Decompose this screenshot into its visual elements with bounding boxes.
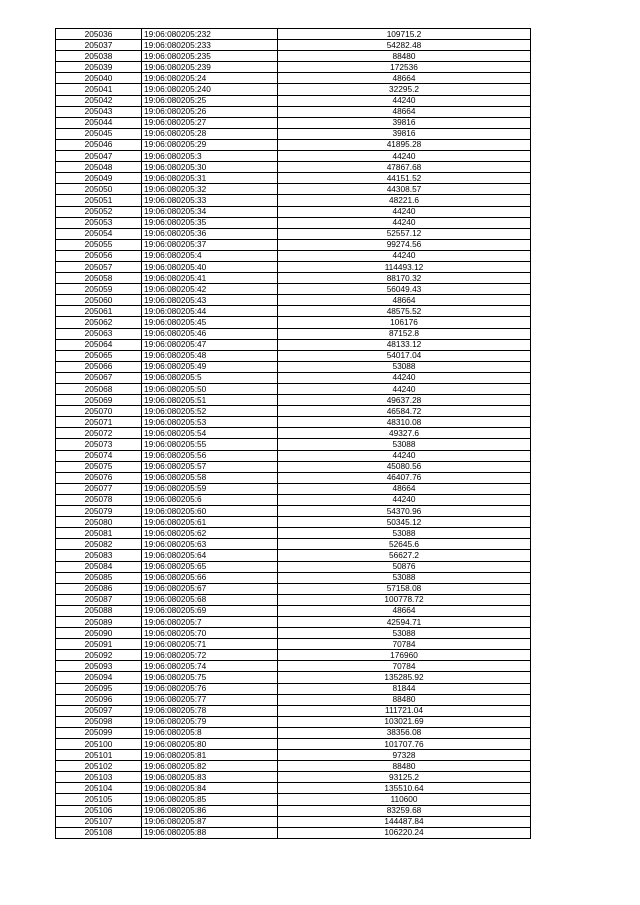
row-id-cell: 205094	[56, 672, 142, 683]
cadastral-number-cell: 19:06:080205:58	[142, 472, 278, 483]
cadastral-number-cell: 19:06:080205:37	[142, 239, 278, 250]
row-id-cell: 205098	[56, 716, 142, 727]
cadastral-number-cell: 19:06:080205:232	[142, 29, 278, 40]
row-id-cell: 205076	[56, 472, 142, 483]
row-id-cell: 205044	[56, 117, 142, 128]
table-row	[56, 739, 531, 750]
cadastral-number-cell: 19:06:080205:51	[142, 395, 278, 406]
value-cell: 53088	[278, 628, 531, 639]
row-id-cell: 205077	[56, 483, 142, 494]
cadastral-number-cell: 19:06:080205:70	[142, 628, 278, 639]
table-row	[56, 395, 531, 406]
row-id-cell: 205050	[56, 184, 142, 195]
row-id-cell: 205089	[56, 616, 142, 627]
cadastral-number-cell: 19:06:080205:88	[142, 827, 278, 838]
cadastral-number-cell: 19:06:080205:4	[142, 250, 278, 261]
cadastral-number-cell: 19:06:080205:67	[142, 583, 278, 594]
value-cell: 103021.69	[278, 716, 531, 727]
table-row	[56, 40, 531, 51]
value-cell: 42594.71	[278, 616, 531, 627]
table-row	[56, 528, 531, 539]
table-row	[56, 628, 531, 639]
table-row	[56, 361, 531, 372]
value-cell: 48310.08	[278, 417, 531, 428]
data-table	[55, 28, 531, 839]
row-id-cell: 205056	[56, 250, 142, 261]
row-id-cell: 205036	[56, 29, 142, 40]
value-cell: 53088	[278, 439, 531, 450]
table-row	[56, 450, 531, 461]
value-cell: 54370.96	[278, 506, 531, 517]
table-row	[56, 605, 531, 616]
table-row	[56, 672, 531, 683]
value-cell: 106220.24	[278, 827, 531, 838]
value-cell: 50345.12	[278, 517, 531, 528]
row-id-cell: 205064	[56, 339, 142, 350]
cadastral-number-cell: 19:06:080205:65	[142, 561, 278, 572]
table-row	[56, 106, 531, 117]
row-id-cell: 205049	[56, 173, 142, 184]
cadastral-number-cell: 19:06:080205:76	[142, 683, 278, 694]
value-cell: 97328	[278, 750, 531, 761]
row-id-cell: 205069	[56, 395, 142, 406]
row-id-cell: 205072	[56, 428, 142, 439]
row-id-cell: 205106	[56, 805, 142, 816]
value-cell: 53088	[278, 528, 531, 539]
row-id-cell: 205081	[56, 528, 142, 539]
cadastral-number-cell: 19:06:080205:233	[142, 40, 278, 51]
value-cell: 44240	[278, 494, 531, 505]
cadastral-number-cell: 19:06:080205:41	[142, 273, 278, 284]
row-id-cell: 205061	[56, 306, 142, 317]
table-row	[56, 794, 531, 805]
cadastral-number-cell: 19:06:080205:27	[142, 117, 278, 128]
value-cell: 48133.12	[278, 339, 531, 350]
cadastral-number-cell: 19:06:080205:43	[142, 295, 278, 306]
cadastral-number-cell: 19:06:080205:75	[142, 672, 278, 683]
cadastral-number-cell: 19:06:080205:56	[142, 450, 278, 461]
table-row	[56, 483, 531, 494]
value-cell: 111721.04	[278, 705, 531, 716]
table-row	[56, 128, 531, 139]
value-cell: 38356.08	[278, 727, 531, 738]
value-cell: 135285.92	[278, 672, 531, 683]
value-cell: 172536	[278, 62, 531, 73]
cadastral-number-cell: 19:06:080205:61	[142, 517, 278, 528]
row-id-cell: 205052	[56, 206, 142, 217]
value-cell: 41895.28	[278, 139, 531, 150]
row-id-cell: 205062	[56, 317, 142, 328]
cadastral-number-cell: 19:06:080205:34	[142, 206, 278, 217]
row-id-cell: 205074	[56, 450, 142, 461]
table-row	[56, 417, 531, 428]
value-cell: 48664	[278, 483, 531, 494]
value-cell: 99274.56	[278, 239, 531, 250]
value-cell: 135510.64	[278, 783, 531, 794]
table-row	[56, 472, 531, 483]
cadastral-number-cell: 19:06:080205:32	[142, 184, 278, 195]
row-id-cell: 205040	[56, 73, 142, 84]
table-row	[56, 295, 531, 306]
table-row	[56, 539, 531, 550]
cadastral-number-cell: 19:06:080205:60	[142, 506, 278, 517]
table-row	[56, 827, 531, 838]
value-cell: 44151.52	[278, 173, 531, 184]
value-cell: 81844	[278, 683, 531, 694]
row-id-cell: 205091	[56, 639, 142, 650]
value-cell: 44240	[278, 95, 531, 106]
value-cell: 44240	[278, 372, 531, 383]
table-row	[56, 506, 531, 517]
cadastral-number-cell: 19:06:080205:54	[142, 428, 278, 439]
cadastral-number-cell: 19:06:080205:6	[142, 494, 278, 505]
cadastral-number-cell: 19:06:080205:45	[142, 317, 278, 328]
table-row	[56, 195, 531, 206]
table-row	[56, 384, 531, 395]
table-row	[56, 517, 531, 528]
row-id-cell: 205057	[56, 261, 142, 272]
value-cell: 39816	[278, 117, 531, 128]
row-id-cell: 205037	[56, 40, 142, 51]
table-row	[56, 783, 531, 794]
cadastral-number-cell: 19:06:080205:31	[142, 173, 278, 184]
table-row	[56, 51, 531, 62]
row-id-cell: 205051	[56, 195, 142, 206]
value-cell: 47867.68	[278, 162, 531, 173]
table-row	[56, 284, 531, 295]
value-cell: 48575.52	[278, 306, 531, 317]
row-id-cell: 205065	[56, 350, 142, 361]
cadastral-number-cell: 19:06:080205:66	[142, 572, 278, 583]
value-cell: 44240	[278, 217, 531, 228]
value-cell: 49327.6	[278, 428, 531, 439]
value-cell: 109715.2	[278, 29, 531, 40]
cadastral-number-cell: 19:06:080205:36	[142, 228, 278, 239]
value-cell: 48664	[278, 295, 531, 306]
cadastral-number-cell: 19:06:080205:84	[142, 783, 278, 794]
table-row	[56, 228, 531, 239]
row-id-cell: 205079	[56, 506, 142, 517]
cadastral-number-cell: 19:06:080205:68	[142, 594, 278, 605]
cadastral-number-cell: 19:06:080205:81	[142, 750, 278, 761]
row-id-cell: 205088	[56, 605, 142, 616]
table-row	[56, 317, 531, 328]
row-id-cell: 205041	[56, 84, 142, 95]
cadastral-number-cell: 19:06:080205:77	[142, 694, 278, 705]
cadastral-number-cell: 19:06:080205:8	[142, 727, 278, 738]
value-cell: 93125.2	[278, 772, 531, 783]
value-cell: 87152.8	[278, 328, 531, 339]
table-row	[56, 716, 531, 727]
value-cell: 50876	[278, 561, 531, 572]
table-row	[56, 650, 531, 661]
value-cell: 88480	[278, 694, 531, 705]
table-row	[56, 95, 531, 106]
cadastral-number-cell: 19:06:080205:62	[142, 528, 278, 539]
row-id-cell: 205085	[56, 572, 142, 583]
cadastral-number-cell: 19:06:080205:50	[142, 384, 278, 395]
table-row	[56, 406, 531, 417]
table-row	[56, 306, 531, 317]
cadastral-number-cell: 19:06:080205:25	[142, 95, 278, 106]
table-row	[56, 372, 531, 383]
value-cell: 44240	[278, 250, 531, 261]
row-id-cell: 205038	[56, 51, 142, 62]
row-id-cell: 205086	[56, 583, 142, 594]
table-row	[56, 84, 531, 95]
table-row	[56, 572, 531, 583]
table-row	[56, 661, 531, 672]
table-row	[56, 250, 531, 261]
row-id-cell: 205095	[56, 683, 142, 694]
value-cell: 48664	[278, 73, 531, 84]
cadastral-number-cell: 19:06:080205:40	[142, 261, 278, 272]
value-cell: 32295.2	[278, 84, 531, 95]
cadastral-number-cell: 19:06:080205:79	[142, 716, 278, 727]
value-cell: 110600	[278, 794, 531, 805]
cadastral-number-cell: 19:06:080205:87	[142, 816, 278, 827]
row-id-cell: 205090	[56, 628, 142, 639]
table-row	[56, 273, 531, 284]
cadastral-number-cell: 19:06:080205:48	[142, 350, 278, 361]
table-row	[56, 151, 531, 162]
value-cell: 83259.68	[278, 805, 531, 816]
table-row	[56, 239, 531, 250]
row-id-cell: 205060	[56, 295, 142, 306]
row-id-cell: 205073	[56, 439, 142, 450]
value-cell: 48221.6	[278, 195, 531, 206]
cadastral-number-cell: 19:06:080205:86	[142, 805, 278, 816]
row-id-cell: 205096	[56, 694, 142, 705]
row-id-cell: 205047	[56, 151, 142, 162]
value-cell: 44240	[278, 450, 531, 461]
value-cell: 46584.72	[278, 406, 531, 417]
row-id-cell: 205104	[56, 783, 142, 794]
value-cell: 176960	[278, 650, 531, 661]
value-cell: 88170.32	[278, 273, 531, 284]
cadastral-number-cell: 19:06:080205:64	[142, 550, 278, 561]
cadastral-number-cell: 19:06:080205:57	[142, 461, 278, 472]
value-cell: 54017.04	[278, 350, 531, 361]
table-row	[56, 772, 531, 783]
row-id-cell: 205102	[56, 761, 142, 772]
table-row	[56, 694, 531, 705]
cadastral-number-cell: 19:06:080205:82	[142, 761, 278, 772]
table-row	[56, 583, 531, 594]
row-id-cell: 205093	[56, 661, 142, 672]
table-row	[56, 62, 531, 73]
table-row	[56, 805, 531, 816]
cadastral-number-cell: 19:06:080205:239	[142, 62, 278, 73]
cadastral-number-cell: 19:06:080205:235	[142, 51, 278, 62]
value-cell: 70784	[278, 639, 531, 650]
row-id-cell: 205078	[56, 494, 142, 505]
table-row	[56, 350, 531, 361]
value-cell: 44240	[278, 206, 531, 217]
value-cell: 44308.57	[278, 184, 531, 195]
row-id-cell: 205048	[56, 162, 142, 173]
table-row	[56, 727, 531, 738]
cadastral-number-cell: 19:06:080205:46	[142, 328, 278, 339]
table-row	[56, 261, 531, 272]
table-row	[56, 705, 531, 716]
row-id-cell: 205059	[56, 284, 142, 295]
cadastral-number-cell: 19:06:080205:5	[142, 372, 278, 383]
row-id-cell: 205092	[56, 650, 142, 661]
row-id-cell: 205045	[56, 128, 142, 139]
table-row	[56, 639, 531, 650]
cadastral-number-cell: 19:06:080205:47	[142, 339, 278, 350]
value-cell: 101707.76	[278, 739, 531, 750]
value-cell: 70784	[278, 661, 531, 672]
table-row	[56, 439, 531, 450]
value-cell: 144487.84	[278, 816, 531, 827]
table-row	[56, 339, 531, 350]
value-cell: 56627.2	[278, 550, 531, 561]
value-cell: 88480	[278, 761, 531, 772]
table-row	[56, 594, 531, 605]
row-id-cell: 205067	[56, 372, 142, 383]
cadastral-number-cell: 19:06:080205:80	[142, 739, 278, 750]
row-id-cell: 205087	[56, 594, 142, 605]
table-row	[56, 29, 531, 40]
table-body	[56, 29, 531, 839]
value-cell: 53088	[278, 572, 531, 583]
value-cell: 114493.12	[278, 261, 531, 272]
table-row	[56, 328, 531, 339]
row-id-cell: 205082	[56, 539, 142, 550]
cadastral-number-cell: 19:06:080205:69	[142, 605, 278, 616]
table-row	[56, 117, 531, 128]
row-id-cell: 205055	[56, 239, 142, 250]
value-cell: 56049.43	[278, 284, 531, 295]
cadastral-number-cell: 19:06:080205:49	[142, 361, 278, 372]
table-row	[56, 217, 531, 228]
cadastral-number-cell: 19:06:080205:71	[142, 639, 278, 650]
value-cell: 100778.72	[278, 594, 531, 605]
row-id-cell: 205083	[56, 550, 142, 561]
cadastral-number-cell: 19:06:080205:53	[142, 417, 278, 428]
cadastral-number-cell: 19:06:080205:28	[142, 128, 278, 139]
cadastral-number-cell: 19:06:080205:240	[142, 84, 278, 95]
row-id-cell: 205108	[56, 827, 142, 838]
row-id-cell: 205046	[56, 139, 142, 150]
cadastral-number-cell: 19:06:080205:24	[142, 73, 278, 84]
cadastral-number-cell: 19:06:080205:29	[142, 139, 278, 150]
cadastral-number-cell: 19:06:080205:85	[142, 794, 278, 805]
table-row	[56, 816, 531, 827]
cadastral-number-cell: 19:06:080205:42	[142, 284, 278, 295]
cadastral-number-cell: 19:06:080205:3	[142, 151, 278, 162]
cadastral-number-cell: 19:06:080205:7	[142, 616, 278, 627]
value-cell: 44240	[278, 151, 531, 162]
cadastral-number-cell: 19:06:080205:26	[142, 106, 278, 117]
row-id-cell: 205043	[56, 106, 142, 117]
value-cell: 45080.56	[278, 461, 531, 472]
table-row	[56, 550, 531, 561]
cadastral-number-cell: 19:06:080205:63	[142, 539, 278, 550]
cadastral-number-cell: 19:06:080205:83	[142, 772, 278, 783]
cadastral-number-cell: 19:06:080205:55	[142, 439, 278, 450]
value-cell: 44240	[278, 384, 531, 395]
row-id-cell: 205066	[56, 361, 142, 372]
row-id-cell: 205099	[56, 727, 142, 738]
value-cell: 46407.76	[278, 472, 531, 483]
row-id-cell: 205039	[56, 62, 142, 73]
table-row	[56, 184, 531, 195]
row-id-cell: 205080	[56, 517, 142, 528]
table-row	[56, 761, 531, 772]
value-cell: 52645.6	[278, 539, 531, 550]
table-row	[56, 494, 531, 505]
table-row	[56, 616, 531, 627]
row-id-cell: 205070	[56, 406, 142, 417]
row-id-cell: 205068	[56, 384, 142, 395]
table-row	[56, 561, 531, 572]
table-row	[56, 73, 531, 84]
cadastral-number-cell: 19:06:080205:78	[142, 705, 278, 716]
table-row	[56, 428, 531, 439]
cadastral-number-cell: 19:06:080205:72	[142, 650, 278, 661]
row-id-cell: 205054	[56, 228, 142, 239]
row-id-cell: 205084	[56, 561, 142, 572]
row-id-cell: 205100	[56, 739, 142, 750]
row-id-cell: 205042	[56, 95, 142, 106]
table-row	[56, 173, 531, 184]
cadastral-number-cell: 19:06:080205:30	[142, 162, 278, 173]
table-row	[56, 162, 531, 173]
table-row	[56, 206, 531, 217]
row-id-cell: 205101	[56, 750, 142, 761]
row-id-cell: 205075	[56, 461, 142, 472]
cadastral-number-cell: 19:06:080205:35	[142, 217, 278, 228]
cadastral-number-cell: 19:06:080205:74	[142, 661, 278, 672]
row-id-cell: 205058	[56, 273, 142, 284]
table-row	[56, 683, 531, 694]
value-cell: 48664	[278, 106, 531, 117]
value-cell: 88480	[278, 51, 531, 62]
cadastral-number-cell: 19:06:080205:59	[142, 483, 278, 494]
row-id-cell: 205105	[56, 794, 142, 805]
row-id-cell: 205103	[56, 772, 142, 783]
value-cell: 52557.12	[278, 228, 531, 239]
value-cell: 106176	[278, 317, 531, 328]
cadastral-number-cell: 19:06:080205:33	[142, 195, 278, 206]
row-id-cell: 205071	[56, 417, 142, 428]
row-id-cell: 205063	[56, 328, 142, 339]
value-cell: 48664	[278, 605, 531, 616]
value-cell: 57158.08	[278, 583, 531, 594]
row-id-cell: 205053	[56, 217, 142, 228]
row-id-cell: 205107	[56, 816, 142, 827]
cadastral-number-cell: 19:06:080205:44	[142, 306, 278, 317]
value-cell: 49637.28	[278, 395, 531, 406]
value-cell: 53088	[278, 361, 531, 372]
table-row	[56, 750, 531, 761]
cadastral-number-cell: 19:06:080205:52	[142, 406, 278, 417]
table-row	[56, 139, 531, 150]
table-row	[56, 461, 531, 472]
row-id-cell: 205097	[56, 705, 142, 716]
value-cell: 39816	[278, 128, 531, 139]
value-cell: 54282.48	[278, 40, 531, 51]
